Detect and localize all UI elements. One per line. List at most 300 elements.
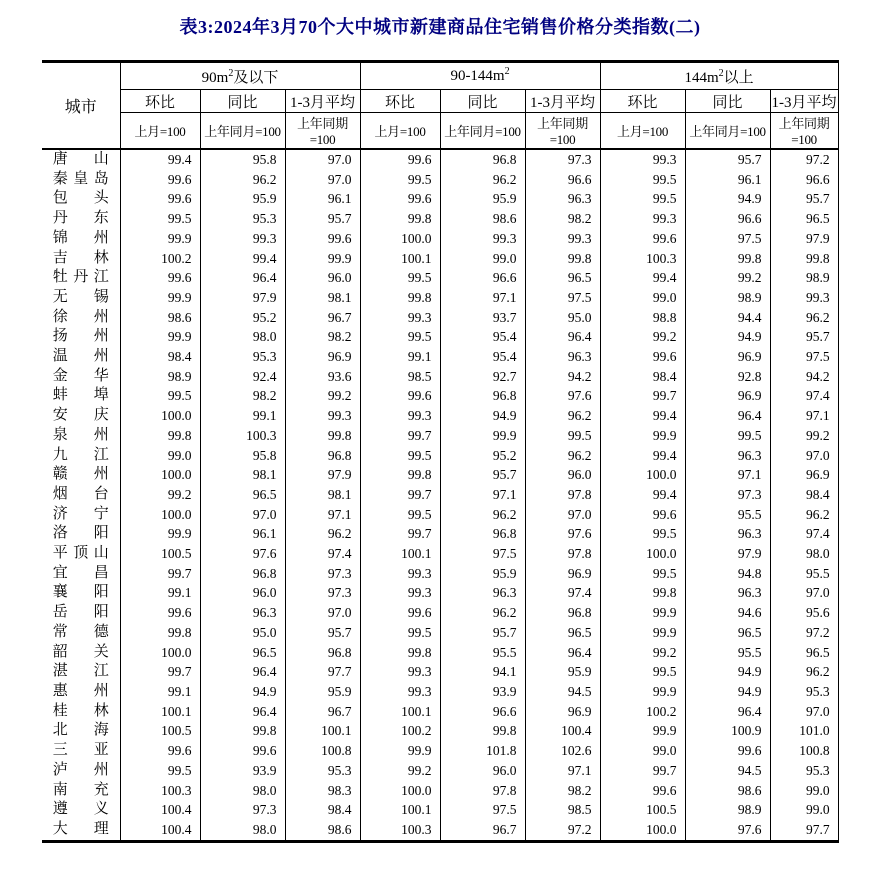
- value-cell: 99.3: [440, 229, 525, 249]
- city-name: 南充: [52, 781, 109, 798]
- value-cell: 96.2: [770, 308, 838, 328]
- city-name: 宜昌: [52, 564, 109, 581]
- city-cell: [42, 505, 120, 525]
- value-cell: 97.8: [525, 544, 600, 564]
- city-name: 桂林: [52, 702, 109, 719]
- value-cell: 102.6: [525, 741, 600, 761]
- city-name: 包头: [52, 190, 109, 207]
- value-cell: 99.8: [440, 721, 525, 741]
- value-cell: 96.5: [200, 643, 285, 663]
- value-cell: 100.3: [360, 820, 440, 841]
- value-cell: 95.3: [770, 682, 838, 702]
- value-cell: 101.8: [440, 741, 525, 761]
- value-cell: 99.5: [120, 386, 200, 406]
- value-cell: 100.4: [120, 800, 200, 820]
- value-cell: 96.7: [285, 702, 360, 722]
- city-cell: [42, 170, 120, 190]
- value-cell: 99.5: [120, 209, 200, 229]
- value-cell: 99.7: [600, 386, 685, 406]
- city-cell: [42, 386, 120, 406]
- page-title: 表3:2024年3月70个大中城市新建商品住宅销售价格分类指数(二): [179, 17, 701, 37]
- value-cell: 98.3: [285, 781, 360, 801]
- table-row: [42, 465, 838, 485]
- value-cell: 99.6: [600, 229, 685, 249]
- city-cell: [42, 268, 120, 288]
- value-cell: 99.3: [360, 308, 440, 328]
- city-name: 丹东: [52, 210, 109, 227]
- value-cell: 98.2: [525, 209, 600, 229]
- value-cell: 99.2: [600, 643, 685, 663]
- city-cell: [42, 583, 120, 603]
- value-cell: 95.7: [285, 209, 360, 229]
- value-cell: 100.0: [600, 820, 685, 841]
- value-cell: 100.1: [285, 721, 360, 741]
- city-cell: [42, 327, 120, 347]
- value-cell: 97.5: [770, 347, 838, 367]
- value-cell: 94.9: [200, 682, 285, 702]
- city-cell: [42, 781, 120, 801]
- value-cell: 98.4: [285, 800, 360, 820]
- value-cell: 99.2: [600, 327, 685, 347]
- city-name: 安庆: [52, 407, 109, 424]
- value-cell: 99.8: [770, 249, 838, 269]
- value-cell: 96.6: [770, 170, 838, 190]
- city-name: 秦皇岛: [52, 170, 109, 187]
- city-cell: [42, 761, 120, 781]
- city-cell: [42, 249, 120, 269]
- base-label-mom-3: 上月=100: [600, 113, 685, 150]
- value-cell: 99.8: [285, 426, 360, 446]
- subheader-yoy-1: 同比: [200, 90, 285, 113]
- table-row: [42, 386, 838, 406]
- value-cell: 99.3: [525, 229, 600, 249]
- city-name: 三亚: [52, 742, 109, 759]
- group-header-90-144: $90-144m^2$: [360, 62, 600, 90]
- value-cell: 99.5: [360, 268, 440, 288]
- value-cell: 99.6: [200, 741, 285, 761]
- value-cell: 96.0: [440, 761, 525, 781]
- subheader-yoy-3: 同比: [685, 90, 770, 113]
- value-cell: 97.5: [525, 288, 600, 308]
- value-cell: 97.3: [685, 485, 770, 505]
- value-cell: 99.5: [120, 761, 200, 781]
- value-cell: 96.6: [685, 209, 770, 229]
- value-cell: 95.0: [525, 308, 600, 328]
- value-cell: 99.3: [360, 406, 440, 426]
- value-cell: 95.4: [440, 347, 525, 367]
- table-row: [42, 662, 838, 682]
- base-label-yoy-1: 上年同月=100: [200, 113, 285, 150]
- value-cell: 99.7: [120, 564, 200, 584]
- city-name: 赣州: [52, 466, 109, 483]
- value-cell: 93.6: [285, 367, 360, 387]
- subheader-avg-3: 1-3月平均: [770, 90, 838, 113]
- value-cell: 97.8: [525, 485, 600, 505]
- value-cell: 98.6: [685, 781, 770, 801]
- value-cell: 99.3: [285, 406, 360, 426]
- value-cell: 98.1: [200, 465, 285, 485]
- value-cell: 94.2: [770, 367, 838, 387]
- value-cell: 99.4: [600, 406, 685, 426]
- value-cell: 96.3: [685, 524, 770, 544]
- value-cell: 99.6: [285, 229, 360, 249]
- value-cell: 99.0: [440, 249, 525, 269]
- subheader-avg-1: 1-3月平均: [285, 90, 360, 113]
- value-cell: 97.0: [285, 170, 360, 190]
- value-cell: 96.4: [200, 702, 285, 722]
- value-cell: 99.5: [360, 505, 440, 525]
- subheader-mom-2: 环比: [360, 90, 440, 113]
- value-cell: 99.6: [600, 505, 685, 525]
- value-cell: 96.4: [525, 327, 600, 347]
- value-cell: 100.0: [600, 465, 685, 485]
- base-label-avg-1: 上年同期=100: [285, 113, 360, 150]
- value-cell: 96.8: [200, 564, 285, 584]
- city-cell: [42, 149, 120, 170]
- city-cell: [42, 367, 120, 387]
- value-cell: 96.4: [200, 268, 285, 288]
- value-cell: 97.0: [770, 702, 838, 722]
- value-cell: 99.3: [600, 149, 685, 170]
- value-cell: 96.8: [440, 524, 525, 544]
- value-cell: 99.6: [120, 268, 200, 288]
- value-cell: 97.6: [525, 386, 600, 406]
- value-cell: 99.5: [600, 189, 685, 209]
- value-cell: 100.0: [120, 465, 200, 485]
- city-cell: [42, 189, 120, 209]
- value-cell: 98.9: [770, 268, 838, 288]
- city-cell: [42, 800, 120, 820]
- value-cell: 97.4: [285, 544, 360, 564]
- table-row: [42, 682, 838, 702]
- value-cell: 99.5: [360, 170, 440, 190]
- value-cell: 96.3: [685, 446, 770, 466]
- value-cell: 97.4: [770, 524, 838, 544]
- table-header: [42, 62, 838, 150]
- city-cell: [42, 209, 120, 229]
- value-cell: 99.9: [120, 524, 200, 544]
- value-cell: 100.0: [120, 505, 200, 525]
- table-row: [42, 426, 838, 446]
- value-cell: 99.6: [360, 149, 440, 170]
- value-cell: 99.9: [600, 623, 685, 643]
- value-cell: 99.6: [360, 386, 440, 406]
- value-cell: 97.9: [770, 229, 838, 249]
- value-cell: 99.8: [360, 465, 440, 485]
- value-cell: 99.9: [600, 426, 685, 446]
- value-cell: 94.9: [685, 189, 770, 209]
- city-name: 扬州: [52, 328, 109, 345]
- value-cell: 93.9: [200, 761, 285, 781]
- value-cell: 95.2: [440, 446, 525, 466]
- value-cell: 96.4: [685, 702, 770, 722]
- value-cell: 96.7: [285, 308, 360, 328]
- value-cell: 97.4: [525, 583, 600, 603]
- value-cell: 94.9: [440, 406, 525, 426]
- value-cell: 99.8: [600, 583, 685, 603]
- value-cell: 99.8: [360, 209, 440, 229]
- table-body: [42, 149, 838, 841]
- value-cell: 99.6: [120, 603, 200, 623]
- value-cell: 98.0: [200, 327, 285, 347]
- value-cell: 97.2: [770, 149, 838, 170]
- value-cell: 95.7: [685, 149, 770, 170]
- city-name: 常德: [52, 623, 109, 640]
- value-cell: 94.6: [685, 603, 770, 623]
- value-cell: 99.7: [120, 662, 200, 682]
- city-name: 湛江: [52, 663, 109, 680]
- value-cell: 100.4: [120, 820, 200, 841]
- value-cell: 98.6: [285, 820, 360, 841]
- value-cell: 97.6: [525, 524, 600, 544]
- city-cell: [42, 741, 120, 761]
- city-cell: [42, 308, 120, 328]
- value-cell: 97.5: [440, 800, 525, 820]
- base-label-avg-3: 上年同期=100: [770, 113, 838, 150]
- value-cell: 95.9: [525, 662, 600, 682]
- value-cell: 98.8: [600, 308, 685, 328]
- value-cell: 95.3: [200, 209, 285, 229]
- value-cell: 96.5: [770, 209, 838, 229]
- value-cell: 97.0: [200, 505, 285, 525]
- value-cell: 97.1: [285, 505, 360, 525]
- value-cell: 95.5: [685, 505, 770, 525]
- value-cell: 96.9: [525, 702, 600, 722]
- value-cell: 99.7: [360, 485, 440, 505]
- city-name: 九江: [52, 446, 109, 463]
- value-cell: 96.4: [525, 643, 600, 663]
- value-cell: 95.3: [770, 761, 838, 781]
- value-cell: 100.3: [600, 249, 685, 269]
- city-cell: [42, 485, 120, 505]
- value-cell: 98.6: [440, 209, 525, 229]
- value-cell: 100.0: [120, 406, 200, 426]
- value-cell: 99.2: [360, 761, 440, 781]
- value-cell: 96.2: [200, 170, 285, 190]
- value-cell: 96.8: [525, 603, 600, 623]
- value-cell: 99.2: [685, 268, 770, 288]
- value-cell: 97.3: [200, 800, 285, 820]
- city-name: 济宁: [52, 505, 109, 522]
- city-name: 襄阳: [52, 584, 109, 601]
- value-cell: 99.5: [600, 662, 685, 682]
- value-cell: 95.8: [200, 149, 285, 170]
- value-cell: 99.3: [360, 662, 440, 682]
- table-row: [42, 800, 838, 820]
- value-cell: 100.4: [525, 721, 600, 741]
- value-cell: 96.2: [440, 170, 525, 190]
- value-cell: 99.0: [770, 781, 838, 801]
- value-cell: 99.9: [600, 682, 685, 702]
- value-cell: 100.8: [285, 741, 360, 761]
- value-cell: 97.3: [285, 583, 360, 603]
- value-cell: 99.6: [120, 170, 200, 190]
- value-cell: 98.4: [120, 347, 200, 367]
- table-row: [42, 583, 838, 603]
- value-cell: 99.4: [600, 446, 685, 466]
- city-name: 烟台: [52, 485, 109, 502]
- value-cell: 94.9: [685, 682, 770, 702]
- value-cell: 97.3: [285, 564, 360, 584]
- value-cell: 94.4: [685, 308, 770, 328]
- table-row: [42, 249, 838, 269]
- value-cell: 99.9: [285, 249, 360, 269]
- value-cell: 100.0: [600, 544, 685, 564]
- value-cell: 99.6: [120, 189, 200, 209]
- table-row: [42, 603, 838, 623]
- value-cell: 99.3: [360, 583, 440, 603]
- value-cell: 100.5: [120, 544, 200, 564]
- value-cell: 92.8: [685, 367, 770, 387]
- table-row: [42, 209, 838, 229]
- value-cell: 99.6: [600, 347, 685, 367]
- base-label-mom-1: 上月=100: [120, 113, 200, 150]
- value-cell: 100.2: [120, 249, 200, 269]
- value-cell: 100.8: [770, 741, 838, 761]
- value-cell: 99.5: [685, 426, 770, 446]
- city-name: 惠州: [52, 682, 109, 699]
- table-row: [42, 327, 838, 347]
- value-cell: 99.9: [600, 721, 685, 741]
- value-cell: 92.7: [440, 367, 525, 387]
- value-cell: 95.7: [770, 327, 838, 347]
- value-cell: 99.6: [120, 741, 200, 761]
- value-cell: 95.9: [200, 189, 285, 209]
- value-cell: 96.5: [525, 268, 600, 288]
- value-cell: 97.7: [770, 820, 838, 841]
- value-cell: 94.5: [525, 682, 600, 702]
- value-cell: 98.5: [525, 800, 600, 820]
- value-cell: 96.9: [685, 386, 770, 406]
- value-cell: 96.2: [440, 603, 525, 623]
- value-cell: 99.4: [600, 268, 685, 288]
- value-cell: 96.8: [285, 446, 360, 466]
- value-cell: 99.9: [600, 603, 685, 623]
- table-row: [42, 367, 838, 387]
- value-cell: 97.8: [440, 781, 525, 801]
- table-row: [42, 721, 838, 741]
- city-name: 吉林: [52, 249, 109, 266]
- value-cell: 96.5: [685, 623, 770, 643]
- value-cell: 95.6: [770, 603, 838, 623]
- value-cell: 98.0: [200, 781, 285, 801]
- value-cell: 99.6: [600, 781, 685, 801]
- value-cell: 94.9: [685, 327, 770, 347]
- value-cell: 97.2: [525, 820, 600, 841]
- value-cell: 100.1: [360, 702, 440, 722]
- city-cell: [42, 544, 120, 564]
- value-cell: 98.0: [200, 820, 285, 841]
- base-label-yoy-2: 上年同月=100: [440, 113, 525, 150]
- value-cell: 98.9: [120, 367, 200, 387]
- value-cell: 99.2: [120, 485, 200, 505]
- table-row: [42, 485, 838, 505]
- value-cell: 97.5: [440, 544, 525, 564]
- value-cell: 96.9: [525, 564, 600, 584]
- value-cell: 96.2: [770, 662, 838, 682]
- value-cell: 99.0: [600, 741, 685, 761]
- value-cell: 94.8: [685, 564, 770, 584]
- value-cell: 99.0: [770, 800, 838, 820]
- value-cell: 98.0: [770, 544, 838, 564]
- value-cell: 100.3: [120, 781, 200, 801]
- value-cell: 96.0: [525, 465, 600, 485]
- value-cell: 96.2: [525, 406, 600, 426]
- table-row: [42, 170, 838, 190]
- group-header-90-and-below: $90m^2$及以下: [120, 62, 360, 90]
- value-cell: 100.5: [120, 721, 200, 741]
- value-cell: 96.8: [285, 643, 360, 663]
- city-cell: [42, 662, 120, 682]
- value-cell: 96.3: [525, 347, 600, 367]
- value-cell: 99.9: [120, 288, 200, 308]
- value-cell: 100.0: [360, 229, 440, 249]
- city-name: 唐山: [52, 151, 109, 167]
- value-cell: 93.9: [440, 682, 525, 702]
- value-cell: 97.0: [770, 583, 838, 603]
- value-cell: 95.9: [440, 564, 525, 584]
- value-cell: 96.3: [440, 583, 525, 603]
- value-cell: 96.3: [525, 189, 600, 209]
- value-cell: 99.8: [360, 288, 440, 308]
- value-cell: 98.2: [200, 386, 285, 406]
- city-cell: [42, 288, 120, 308]
- value-cell: 100.1: [360, 544, 440, 564]
- value-cell: 98.4: [770, 485, 838, 505]
- value-cell: 96.7: [440, 820, 525, 841]
- value-cell: 99.5: [600, 170, 685, 190]
- city-name: 泸州: [52, 761, 109, 778]
- value-cell: 95.8: [200, 446, 285, 466]
- table-row: [42, 406, 838, 426]
- value-cell: 99.7: [600, 761, 685, 781]
- value-cell: 97.0: [525, 505, 600, 525]
- value-cell: 100.3: [200, 426, 285, 446]
- value-cell: 99.4: [600, 485, 685, 505]
- value-cell: 99.3: [600, 209, 685, 229]
- table-row: [42, 820, 838, 841]
- value-cell: 96.8: [440, 149, 525, 170]
- value-cell: 97.0: [285, 603, 360, 623]
- value-cell: 100.9: [685, 721, 770, 741]
- value-cell: 98.1: [285, 485, 360, 505]
- table-row: [42, 505, 838, 525]
- value-cell: 96.2: [285, 524, 360, 544]
- value-cell: 96.2: [770, 505, 838, 525]
- city-cell: [42, 643, 120, 663]
- value-cell: 99.3: [360, 564, 440, 584]
- value-cell: 96.3: [200, 603, 285, 623]
- value-cell: 95.7: [285, 623, 360, 643]
- value-cell: 96.4: [200, 662, 285, 682]
- value-cell: 98.9: [685, 288, 770, 308]
- table-row: [42, 623, 838, 643]
- table-row: [42, 564, 838, 584]
- value-cell: 99.7: [360, 426, 440, 446]
- table-row: [42, 288, 838, 308]
- value-cell: 97.0: [770, 446, 838, 466]
- subheader-yoy-2: 同比: [440, 90, 525, 113]
- city-name: 韶关: [52, 643, 109, 660]
- value-cell: 96.0: [285, 268, 360, 288]
- value-cell: 95.4: [440, 327, 525, 347]
- base-label-avg-2: 上年同期=100: [525, 113, 600, 150]
- value-cell: 99.5: [600, 564, 685, 584]
- city-cell: [42, 682, 120, 702]
- value-cell: 96.9: [770, 465, 838, 485]
- table-row: [42, 446, 838, 466]
- value-cell: 100.5: [600, 800, 685, 820]
